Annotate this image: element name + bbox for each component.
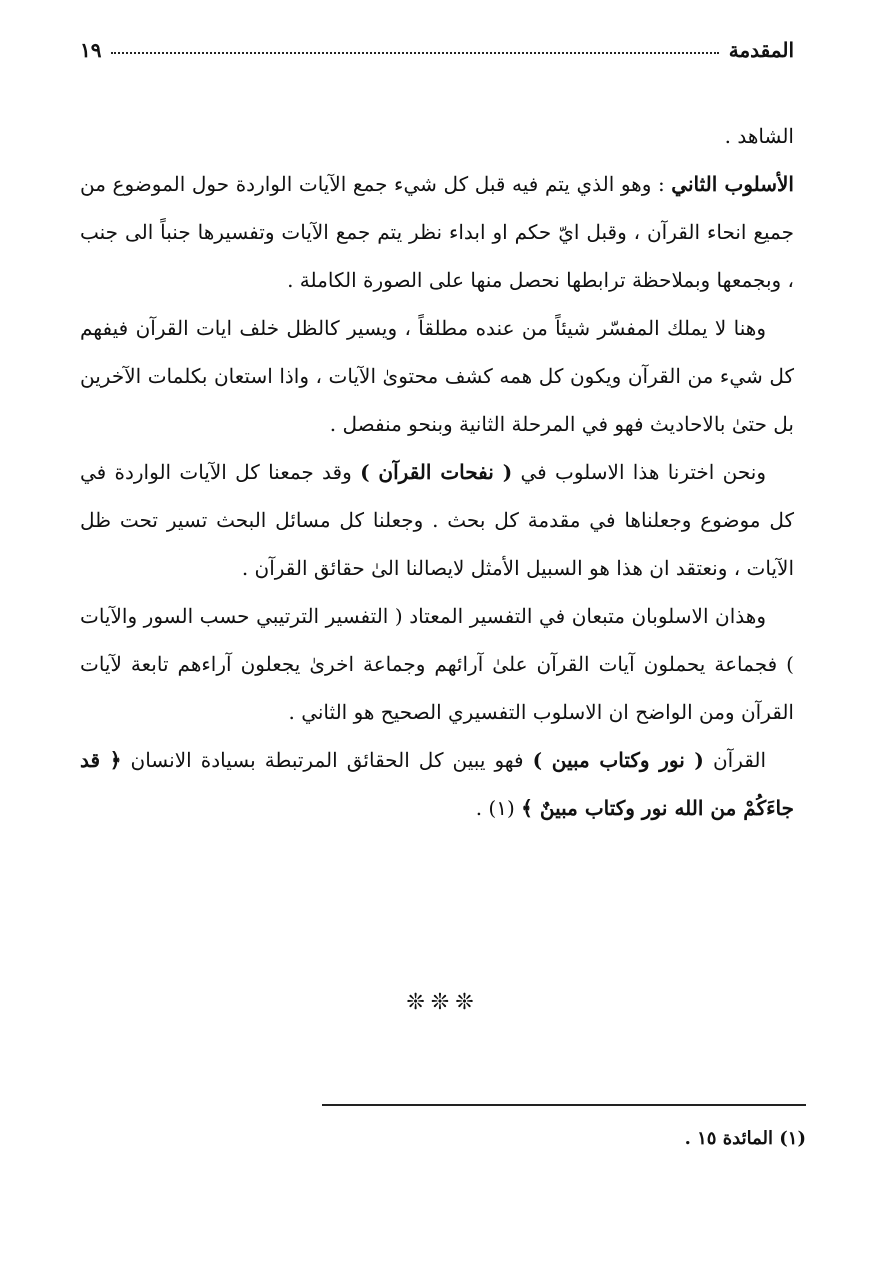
chapter-title: المقدمة bbox=[728, 38, 794, 62]
paragraph-text: وهذان الاسلوبان متبعان في التفسير المعتاد ( التفسير الترتيبي حسب السور والآيات ) فجماعة يحملون آيات القرآن علىٰ آرائهم وجماعة اخرىٰ يجعلون آراءهم تابعة لآيات القرآن ومن الواضح ان الاسلوب التفسيري الصحيح هو الثاني . bbox=[80, 604, 794, 724]
paragraph-4 bbox=[80, 592, 794, 736]
paragraph-5 bbox=[80, 736, 794, 832]
section-separator: ❊❊❊ bbox=[406, 990, 480, 1015]
paragraph-text: وقد جمعنا كل الآيات الواردة في كل موضوع وجعلناها في مقدمة كل بحث . وجعلنا كل مسائل البحث تسير تحت ظل الآيات ، ونعتقد ان هذا هو السبيل الأمثل لايصالنا الىٰ حقائق القرآن . bbox=[80, 460, 794, 580]
quran-verse: ﴿ قد جاءَكُمْ من الله نور وكتاب مبينٌ ﴾ bbox=[80, 748, 794, 820]
paragraph-1 bbox=[80, 160, 794, 304]
paragraph-3 bbox=[80, 448, 794, 592]
paragraph-2 bbox=[80, 304, 794, 448]
paragraph-text: وهنا لا يملك المفسّر شيئاً من عنده مطلقاً ، ويسير كالظل خلف ايات القرآن فيفهم كل شيء من القرآن ويكون كل همه كشف محتوىٰ الآيات ، واذا استعان بكلمات الآخرين بل حتىٰ بالاحاديث فهو في المرحلة الثانية وبنحو منفصل . bbox=[80, 316, 794, 436]
book-title: ( نفحات القرآن ) bbox=[360, 460, 513, 484]
running-header bbox=[80, 36, 794, 64]
emphasized-phrase: ( نور وكتاب مبين ) bbox=[532, 748, 704, 772]
footnote-rule bbox=[322, 1104, 806, 1106]
paragraph-text: : وهو الذي يتم فيه قبل كل شيء جمع الآيات الواردة حول الموضوع من جميع انحاء القرآن ، وقبل ايّ حكم او ابداء نظر يتم جمع الآيات وتفسيرها جنباً الى جنب ، وبجمعها وبملاحظة ترابطها نحصل منها على الصورة الكاملة . bbox=[80, 172, 794, 292]
page-number: ١٩ bbox=[80, 38, 102, 62]
paragraph-text: فهو يبين كل الحقائق المرتبطة بسيادة الانسان bbox=[121, 748, 533, 772]
paragraph-0 bbox=[80, 112, 794, 160]
main-text bbox=[80, 112, 794, 832]
header-dot-leader bbox=[111, 52, 718, 54]
paragraph-text: الشاهد . bbox=[724, 124, 794, 148]
footnote: (١) المائدة ١٥ . bbox=[684, 1128, 806, 1149]
section-heading: الأسلوب الثاني bbox=[671, 172, 794, 196]
paragraph-text: القرآن bbox=[703, 748, 767, 772]
footnote-reference: (١) bbox=[482, 796, 522, 820]
paragraph-text: . bbox=[475, 796, 483, 820]
paragraph-text: ونحن اخترنا هذا الاسلوب في bbox=[512, 460, 766, 484]
